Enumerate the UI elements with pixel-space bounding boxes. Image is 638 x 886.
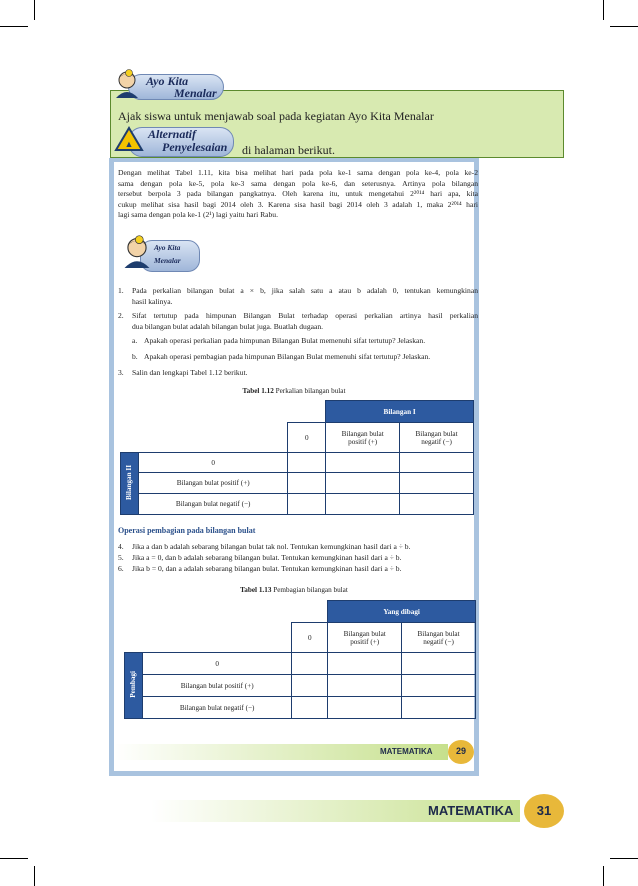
footer-subject: MATEMATIKA [380,747,433,756]
crop-mark [610,26,638,27]
table-cell[interactable] [400,473,474,494]
table-cell[interactable] [402,653,476,675]
division-table [124,600,476,719]
item-number: 5. [118,553,124,562]
crop-mark [603,0,604,20]
crop-mark [34,0,35,20]
item-number: b. [132,352,138,361]
crop-mark [603,866,604,886]
item-line: dua bilangan bulat adalah bilangan bulat juga. Buatlah dugaan. [132,321,324,331]
item-line: hasil kalinya. [132,296,173,306]
list-item: Apakah operasi perkalian pada himpunan Bilangan Bulat memenuhi sifat tertutup? Jelaskan. [144,336,426,345]
row-header: Bilangan bulat negatif (−) [138,494,287,515]
column-header: Bilangan bulat negatif (−) [400,423,474,453]
item-line: Sifat tertutup pada himpunan Bilangan Bulat terhadap operasi perkalian artinya hasil perkalian [132,311,478,320]
list-item: Jika a = 0, dan b adalah sebarang bilangan bulat. Tentukan kemungkinan hasil dari a ÷ b. [132,553,402,562]
instruction-text: Ajak siswa untuk menjawab soal pada kegiatan Ayo Kita Menalar [118,109,434,123]
callout-title-line2: Menalar [174,86,217,100]
intro-line: sama dengan pola ke-5, pola ke-3 sama dengan pola ke-6, dan seterusnya. Artinya pola bilangan [118,178,478,188]
instruction-suffix: di halaman berikut. [242,143,335,157]
list-item: Jika a dan b adalah sebarang bilangan bulat tak nol. Tentukan kemungkinan hasil dari a ÷ b. [132,542,411,551]
callout-title-line2: Menalar [154,256,181,265]
row-header: Bilangan bulat positif (+) [138,473,287,494]
item-number: 2. [118,311,124,320]
page-footer [110,796,564,826]
side-header-label: Bilangan II [125,465,134,500]
row-header: Bilangan bulat negatif (−) [142,697,291,719]
item-number: 4. [118,542,124,551]
column-header: Bilangan bulat positif (+) [326,423,400,453]
crop-mark [34,866,35,886]
callout-title-line1: Ayo Kita [154,243,181,252]
item-number: 1. [118,286,124,295]
item-number: 3. [118,368,124,377]
table-cell[interactable] [402,697,476,719]
table-cell[interactable] [292,653,328,675]
item-number: 6. [118,564,124,573]
teacher-icon [120,234,154,268]
list-item: Apakah operasi pembagian pada himpunan Bilangan Bulat memenuhi sifat tertutup? Jelaskan. [144,352,431,361]
page-number: 31 [536,803,552,818]
callout-title-line2: Penyelesaian [162,140,228,154]
table-cell[interactable] [288,453,326,473]
table-caption-label: Tabel 1.12 [242,387,274,395]
item-number: a. [132,336,138,345]
table-cell[interactable] [326,494,400,515]
column-header: Bilangan bulat negatif (−) [402,623,476,653]
row-header: 0 [142,653,291,675]
intro-line: tersebut berpola 3 pada bilangan pangkatnya. Oleh karena itu, untuk mengetahui 2²⁰¹⁴ hari apa, kita [118,189,478,199]
svg-text:▲: ▲ [124,139,134,149]
table-cell[interactable] [326,453,400,473]
item-line: Pada perkalian bilangan bulat a × b, jika salah satu a atau b adalah 0, tentukan kemungkinan [132,286,478,295]
table-side-header [121,453,139,515]
callout-title-line1: Alternatif [148,127,197,141]
warning-icon [114,124,144,154]
table-top-header: Bilangan I [326,401,474,423]
row-header: Bilangan bulat positif (+) [142,675,291,697]
list-item [132,311,478,332]
section-title: Operasi pembagian pada bilangan bulat [118,526,256,535]
column-header: 0 [288,423,326,453]
table-cell[interactable] [400,494,474,515]
inner-book-page [109,158,479,776]
table-cell[interactable] [292,675,328,697]
table-caption-text: Perkalian bilangan bulat [275,387,346,395]
footer-subject: MATEMATIKA [428,803,514,818]
callout-title-line1: Ayo Kita [146,74,189,88]
table-cell[interactable] [328,697,402,719]
table-caption [114,586,474,594]
table-caption-text: Pembagian bilangan bulat [273,586,348,594]
side-header-label: Pembagi [129,671,138,698]
table-caption-label: Tabel 1.13 [240,586,272,594]
table-cell[interactable] [292,697,328,719]
teacher-icon [112,68,142,98]
table-caption [114,387,474,395]
intro-line: lagi sama dengan pola ke-1 (2¹) lagi yaitu hari Rabu. [118,210,279,220]
table-top-header: Yang dibagi [328,601,476,623]
table-cell[interactable] [288,494,326,515]
intro-paragraph [118,168,478,221]
column-header: Bilangan bulat positif (+) [328,623,402,653]
page-number: 29 [455,746,466,756]
table-cell[interactable] [328,653,402,675]
table-cell[interactable] [288,473,326,494]
column-header: 0 [292,623,328,653]
crop-mark [0,858,28,859]
crop-mark [610,858,638,859]
intro-line: cukup melihat sisa hasil bagi 2014 oleh 3. Karena sisa hasil bagi 2014 oleh 3 adalah 1, maka 2²⁰¹⁴ hari [118,199,478,209]
intro-line: Dengan melihat Tabel 1.11, kita bisa melihat hari pada pola ke-1 sama dengan pola ke-4, pola ke-2 [118,168,478,177]
multiplication-table [120,400,474,515]
table-cell[interactable] [326,473,400,494]
inner-footer [114,740,474,766]
table-cell[interactable] [402,675,476,697]
list-item [132,286,478,307]
table-cell[interactable] [400,453,474,473]
table-side-header [125,653,143,719]
row-header: 0 [138,453,287,473]
list-item: Salin dan lengkapi Tabel 1.12 berikut. [132,368,248,377]
crop-mark [0,26,28,27]
list-item: Jika b = 0, dan a adalah sebarang bilangan bulat. Tentukan kemungkinan hasil dari a ÷ b. [132,564,402,573]
table-cell[interactable] [328,675,402,697]
